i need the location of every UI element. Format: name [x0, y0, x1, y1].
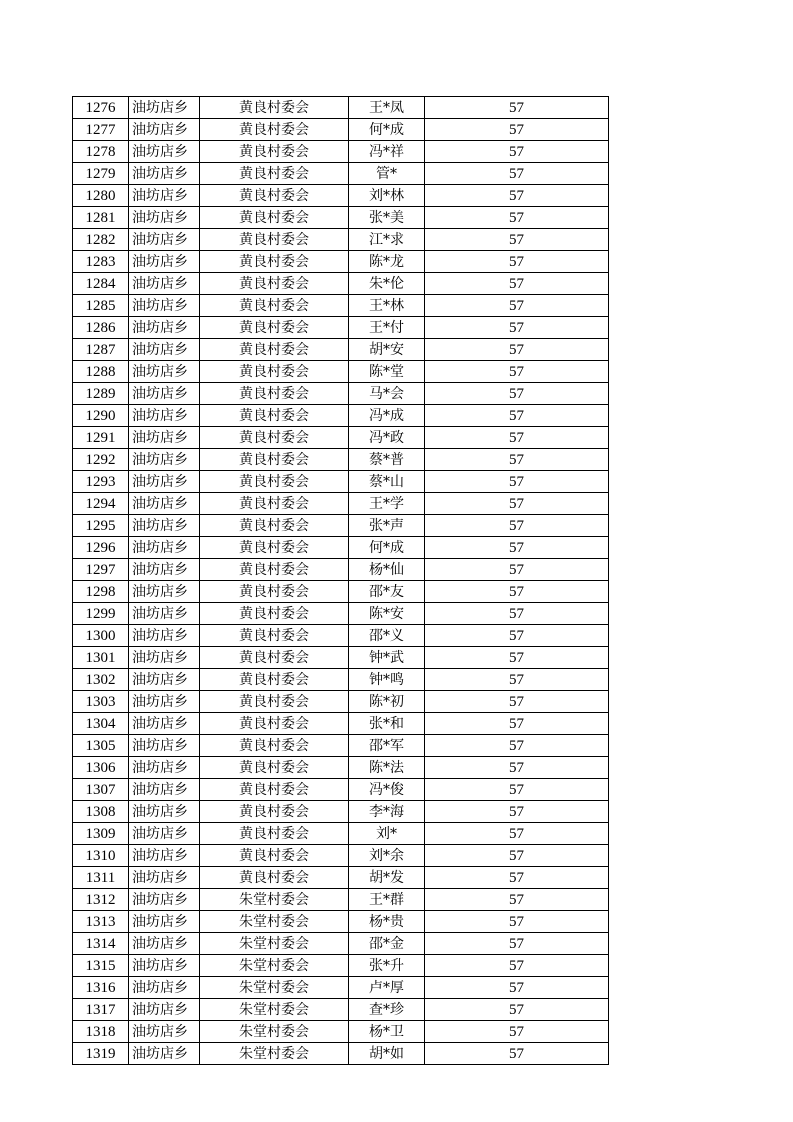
table-row	[73, 559, 609, 581]
row-number-cell: 1307	[73, 779, 129, 801]
amount-cell: 57	[425, 1021, 609, 1043]
township-cell: 油坊店乡	[129, 273, 200, 295]
row-number-cell: 1297	[73, 559, 129, 581]
table-row	[73, 933, 609, 955]
village-committee-cell: 黄良村委会	[200, 119, 349, 141]
township-cell: 油坊店乡	[129, 713, 200, 735]
person-name-cell: 张*升	[349, 955, 425, 977]
table-row	[73, 383, 609, 405]
row-number-cell: 1284	[73, 273, 129, 295]
village-committee-cell: 黄良村委会	[200, 779, 349, 801]
row-number-cell: 1302	[73, 669, 129, 691]
row-number-cell: 1299	[73, 603, 129, 625]
row-number-cell: 1278	[73, 141, 129, 163]
village-committee-cell: 黄良村委会	[200, 515, 349, 537]
township-cell: 油坊店乡	[129, 251, 200, 273]
row-number-cell: 1291	[73, 427, 129, 449]
amount-cell: 57	[425, 669, 609, 691]
township-cell: 油坊店乡	[129, 405, 200, 427]
amount-cell: 57	[425, 933, 609, 955]
person-name-cell: 管*	[349, 163, 425, 185]
row-number-cell: 1280	[73, 185, 129, 207]
village-committee-cell: 朱堂村委会	[200, 911, 349, 933]
township-cell: 油坊店乡	[129, 361, 200, 383]
row-number-cell: 1300	[73, 625, 129, 647]
person-name-cell: 冯*祥	[349, 141, 425, 163]
township-cell: 油坊店乡	[129, 889, 200, 911]
row-number-cell: 1293	[73, 471, 129, 493]
row-number-cell: 1283	[73, 251, 129, 273]
table-row	[73, 1021, 609, 1043]
amount-cell: 57	[425, 867, 609, 889]
person-name-cell: 陈*初	[349, 691, 425, 713]
row-number-cell: 1304	[73, 713, 129, 735]
village-committee-cell: 朱堂村委会	[200, 1043, 349, 1065]
township-cell: 油坊店乡	[129, 757, 200, 779]
row-number-cell: 1290	[73, 405, 129, 427]
row-number-cell: 1317	[73, 999, 129, 1021]
township-cell: 油坊店乡	[129, 801, 200, 823]
table-row	[73, 251, 609, 273]
village-committee-cell: 黄良村委会	[200, 801, 349, 823]
township-cell: 油坊店乡	[129, 1021, 200, 1043]
amount-cell: 57	[425, 119, 609, 141]
row-number-cell: 1301	[73, 647, 129, 669]
row-number-cell: 1312	[73, 889, 129, 911]
row-number-cell: 1319	[73, 1043, 129, 1065]
amount-cell: 57	[425, 691, 609, 713]
township-cell: 油坊店乡	[129, 647, 200, 669]
amount-cell: 57	[425, 185, 609, 207]
table-row	[73, 493, 609, 515]
amount-cell: 57	[425, 1043, 609, 1065]
amount-cell: 57	[425, 581, 609, 603]
person-name-cell: 张*美	[349, 207, 425, 229]
person-name-cell: 何*成	[349, 537, 425, 559]
row-number-cell: 1282	[73, 229, 129, 251]
township-cell: 油坊店乡	[129, 471, 200, 493]
person-name-cell: 卢*厚	[349, 977, 425, 999]
table-row	[73, 867, 609, 889]
person-name-cell: 刘*林	[349, 185, 425, 207]
amount-cell: 57	[425, 163, 609, 185]
township-cell: 油坊店乡	[129, 691, 200, 713]
township-cell: 油坊店乡	[129, 207, 200, 229]
row-number-cell: 1292	[73, 449, 129, 471]
row-number-cell: 1285	[73, 295, 129, 317]
person-name-cell: 胡*安	[349, 339, 425, 361]
person-name-cell: 胡*发	[349, 867, 425, 889]
township-cell: 油坊店乡	[129, 559, 200, 581]
amount-cell: 57	[425, 889, 609, 911]
village-committee-cell: 黄良村委会	[200, 251, 349, 273]
township-cell: 油坊店乡	[129, 515, 200, 537]
amount-cell: 57	[425, 845, 609, 867]
amount-cell: 57	[425, 647, 609, 669]
row-number-cell: 1295	[73, 515, 129, 537]
village-committee-cell: 黄良村委会	[200, 383, 349, 405]
village-committee-cell: 朱堂村委会	[200, 977, 349, 999]
village-committee-cell: 黄良村委会	[200, 185, 349, 207]
village-committee-cell: 黄良村委会	[200, 273, 349, 295]
row-number-cell: 1315	[73, 955, 129, 977]
person-name-cell: 王*付	[349, 317, 425, 339]
township-cell: 油坊店乡	[129, 229, 200, 251]
table-body	[73, 97, 609, 1065]
row-number-cell: 1294	[73, 493, 129, 515]
table-row	[73, 273, 609, 295]
amount-cell: 57	[425, 955, 609, 977]
amount-cell: 57	[425, 295, 609, 317]
village-committee-cell: 朱堂村委会	[200, 999, 349, 1021]
township-cell: 油坊店乡	[129, 823, 200, 845]
amount-cell: 57	[425, 449, 609, 471]
table-row	[73, 449, 609, 471]
village-committee-cell: 黄良村委会	[200, 405, 349, 427]
person-name-cell: 钟*武	[349, 647, 425, 669]
amount-cell: 57	[425, 977, 609, 999]
amount-cell: 57	[425, 801, 609, 823]
table-row	[73, 977, 609, 999]
person-name-cell: 杨*卫	[349, 1021, 425, 1043]
person-name-cell: 刘*余	[349, 845, 425, 867]
table-row	[73, 801, 609, 823]
table-row	[73, 647, 609, 669]
village-committee-cell: 黄良村委会	[200, 427, 349, 449]
table-row	[73, 229, 609, 251]
township-cell: 油坊店乡	[129, 449, 200, 471]
person-name-cell: 何*成	[349, 119, 425, 141]
township-cell: 油坊店乡	[129, 339, 200, 361]
person-name-cell: 王*群	[349, 889, 425, 911]
table-row	[73, 119, 609, 141]
table-row	[73, 317, 609, 339]
row-number-cell: 1288	[73, 361, 129, 383]
row-number-cell: 1311	[73, 867, 129, 889]
person-name-cell: 王*林	[349, 295, 425, 317]
amount-cell: 57	[425, 141, 609, 163]
township-cell: 油坊店乡	[129, 537, 200, 559]
table-row	[73, 999, 609, 1021]
village-committee-cell: 黄良村委会	[200, 691, 349, 713]
table-row	[73, 537, 609, 559]
village-committee-cell: 黄良村委会	[200, 757, 349, 779]
data-table	[72, 96, 609, 1065]
amount-cell: 57	[425, 515, 609, 537]
person-name-cell: 蔡*山	[349, 471, 425, 493]
village-committee-cell: 黄良村委会	[200, 713, 349, 735]
village-committee-cell: 黄良村委会	[200, 493, 349, 515]
village-committee-cell: 黄良村委会	[200, 449, 349, 471]
row-number-cell: 1287	[73, 339, 129, 361]
person-name-cell: 邵*军	[349, 735, 425, 757]
row-number-cell: 1316	[73, 977, 129, 999]
village-committee-cell: 黄良村委会	[200, 669, 349, 691]
person-name-cell: 陈*龙	[349, 251, 425, 273]
person-name-cell: 钟*鸣	[349, 669, 425, 691]
table-row	[73, 625, 609, 647]
person-name-cell: 邵*义	[349, 625, 425, 647]
table-row	[73, 207, 609, 229]
row-number-cell: 1309	[73, 823, 129, 845]
amount-cell: 57	[425, 603, 609, 625]
village-committee-cell: 黄良村委会	[200, 471, 349, 493]
amount-cell: 57	[425, 625, 609, 647]
amount-cell: 57	[425, 339, 609, 361]
person-name-cell: 王*学	[349, 493, 425, 515]
village-committee-cell: 朱堂村委会	[200, 889, 349, 911]
village-committee-cell: 朱堂村委会	[200, 933, 349, 955]
township-cell: 油坊店乡	[129, 669, 200, 691]
amount-cell: 57	[425, 229, 609, 251]
amount-cell: 57	[425, 779, 609, 801]
person-name-cell: 邵*友	[349, 581, 425, 603]
table-row	[73, 295, 609, 317]
township-cell: 油坊店乡	[129, 493, 200, 515]
village-committee-cell: 黄良村委会	[200, 163, 349, 185]
person-name-cell: 蔡*普	[349, 449, 425, 471]
person-name-cell: 张*声	[349, 515, 425, 537]
row-number-cell: 1308	[73, 801, 129, 823]
person-name-cell: 冯*政	[349, 427, 425, 449]
village-committee-cell: 黄良村委会	[200, 735, 349, 757]
village-committee-cell: 黄良村委会	[200, 867, 349, 889]
row-number-cell: 1289	[73, 383, 129, 405]
amount-cell: 57	[425, 735, 609, 757]
village-committee-cell: 黄良村委会	[200, 559, 349, 581]
village-committee-cell: 黄良村委会	[200, 207, 349, 229]
table-row	[73, 735, 609, 757]
village-committee-cell: 黄良村委会	[200, 361, 349, 383]
township-cell: 油坊店乡	[129, 1043, 200, 1065]
amount-cell: 57	[425, 273, 609, 295]
village-committee-cell: 黄良村委会	[200, 317, 349, 339]
township-cell: 油坊店乡	[129, 295, 200, 317]
person-name-cell: 胡*如	[349, 1043, 425, 1065]
table-row	[73, 515, 609, 537]
amount-cell: 57	[425, 251, 609, 273]
township-cell: 油坊店乡	[129, 603, 200, 625]
amount-cell: 57	[425, 361, 609, 383]
row-number-cell: 1277	[73, 119, 129, 141]
person-name-cell: 杨*贵	[349, 911, 425, 933]
row-number-cell: 1279	[73, 163, 129, 185]
person-name-cell: 查*珍	[349, 999, 425, 1021]
amount-cell: 57	[425, 559, 609, 581]
village-committee-cell: 黄良村委会	[200, 141, 349, 163]
table-row	[73, 779, 609, 801]
table-row	[73, 713, 609, 735]
township-cell: 油坊店乡	[129, 933, 200, 955]
township-cell: 油坊店乡	[129, 163, 200, 185]
table-row	[73, 339, 609, 361]
table-row	[73, 955, 609, 977]
person-name-cell: 陈*堂	[349, 361, 425, 383]
amount-cell: 57	[425, 97, 609, 119]
township-cell: 油坊店乡	[129, 999, 200, 1021]
village-committee-cell: 黄良村委会	[200, 229, 349, 251]
township-cell: 油坊店乡	[129, 911, 200, 933]
table-row	[73, 581, 609, 603]
table-row	[73, 427, 609, 449]
township-cell: 油坊店乡	[129, 955, 200, 977]
row-number-cell: 1296	[73, 537, 129, 559]
village-committee-cell: 黄良村委会	[200, 823, 349, 845]
table-row	[73, 163, 609, 185]
table-row	[73, 691, 609, 713]
person-name-cell: 冯*俊	[349, 779, 425, 801]
person-name-cell: 朱*伦	[349, 273, 425, 295]
row-number-cell: 1303	[73, 691, 129, 713]
table-row	[73, 845, 609, 867]
village-committee-cell: 黄良村委会	[200, 845, 349, 867]
village-committee-cell: 黄良村委会	[200, 625, 349, 647]
person-name-cell: 江*求	[349, 229, 425, 251]
village-committee-cell: 黄良村委会	[200, 603, 349, 625]
amount-cell: 57	[425, 405, 609, 427]
table-row	[73, 405, 609, 427]
table-row	[73, 361, 609, 383]
amount-cell: 57	[425, 383, 609, 405]
township-cell: 油坊店乡	[129, 977, 200, 999]
township-cell: 油坊店乡	[129, 779, 200, 801]
table-row	[73, 1043, 609, 1065]
table-row	[73, 603, 609, 625]
village-committee-cell: 黄良村委会	[200, 537, 349, 559]
row-number-cell: 1318	[73, 1021, 129, 1043]
amount-cell: 57	[425, 493, 609, 515]
township-cell: 油坊店乡	[129, 97, 200, 119]
amount-cell: 57	[425, 713, 609, 735]
amount-cell: 57	[425, 537, 609, 559]
amount-cell: 57	[425, 911, 609, 933]
person-name-cell: 陈*安	[349, 603, 425, 625]
amount-cell: 57	[425, 427, 609, 449]
person-name-cell: 邵*金	[349, 933, 425, 955]
township-cell: 油坊店乡	[129, 185, 200, 207]
table-row	[73, 97, 609, 119]
table-row	[73, 669, 609, 691]
village-committee-cell: 黄良村委会	[200, 295, 349, 317]
township-cell: 油坊店乡	[129, 427, 200, 449]
village-committee-cell: 黄良村委会	[200, 339, 349, 361]
amount-cell: 57	[425, 757, 609, 779]
person-name-cell: 李*海	[349, 801, 425, 823]
table-row	[73, 185, 609, 207]
table-row	[73, 823, 609, 845]
table-row	[73, 757, 609, 779]
township-cell: 油坊店乡	[129, 867, 200, 889]
township-cell: 油坊店乡	[129, 735, 200, 757]
amount-cell: 57	[425, 999, 609, 1021]
row-number-cell: 1310	[73, 845, 129, 867]
row-number-cell: 1281	[73, 207, 129, 229]
amount-cell: 57	[425, 471, 609, 493]
row-number-cell: 1276	[73, 97, 129, 119]
row-number-cell: 1305	[73, 735, 129, 757]
row-number-cell: 1286	[73, 317, 129, 339]
row-number-cell: 1313	[73, 911, 129, 933]
amount-cell: 57	[425, 317, 609, 339]
township-cell: 油坊店乡	[129, 581, 200, 603]
township-cell: 油坊店乡	[129, 625, 200, 647]
table-row	[73, 911, 609, 933]
row-number-cell: 1306	[73, 757, 129, 779]
village-committee-cell: 黄良村委会	[200, 97, 349, 119]
amount-cell: 57	[425, 207, 609, 229]
table-row	[73, 889, 609, 911]
person-name-cell: 王*凤	[349, 97, 425, 119]
village-committee-cell: 黄良村委会	[200, 581, 349, 603]
row-number-cell: 1298	[73, 581, 129, 603]
table-row	[73, 471, 609, 493]
row-number-cell: 1314	[73, 933, 129, 955]
village-committee-cell: 朱堂村委会	[200, 955, 349, 977]
township-cell: 油坊店乡	[129, 119, 200, 141]
person-name-cell: 张*和	[349, 713, 425, 735]
person-name-cell: 马*会	[349, 383, 425, 405]
table-row	[73, 141, 609, 163]
township-cell: 油坊店乡	[129, 317, 200, 339]
person-name-cell: 冯*成	[349, 405, 425, 427]
person-name-cell: 陈*法	[349, 757, 425, 779]
person-name-cell: 杨*仙	[349, 559, 425, 581]
village-committee-cell: 朱堂村委会	[200, 1021, 349, 1043]
township-cell: 油坊店乡	[129, 383, 200, 405]
amount-cell: 57	[425, 823, 609, 845]
village-committee-cell: 黄良村委会	[200, 647, 349, 669]
person-name-cell: 刘*	[349, 823, 425, 845]
township-cell: 油坊店乡	[129, 845, 200, 867]
township-cell: 油坊店乡	[129, 141, 200, 163]
